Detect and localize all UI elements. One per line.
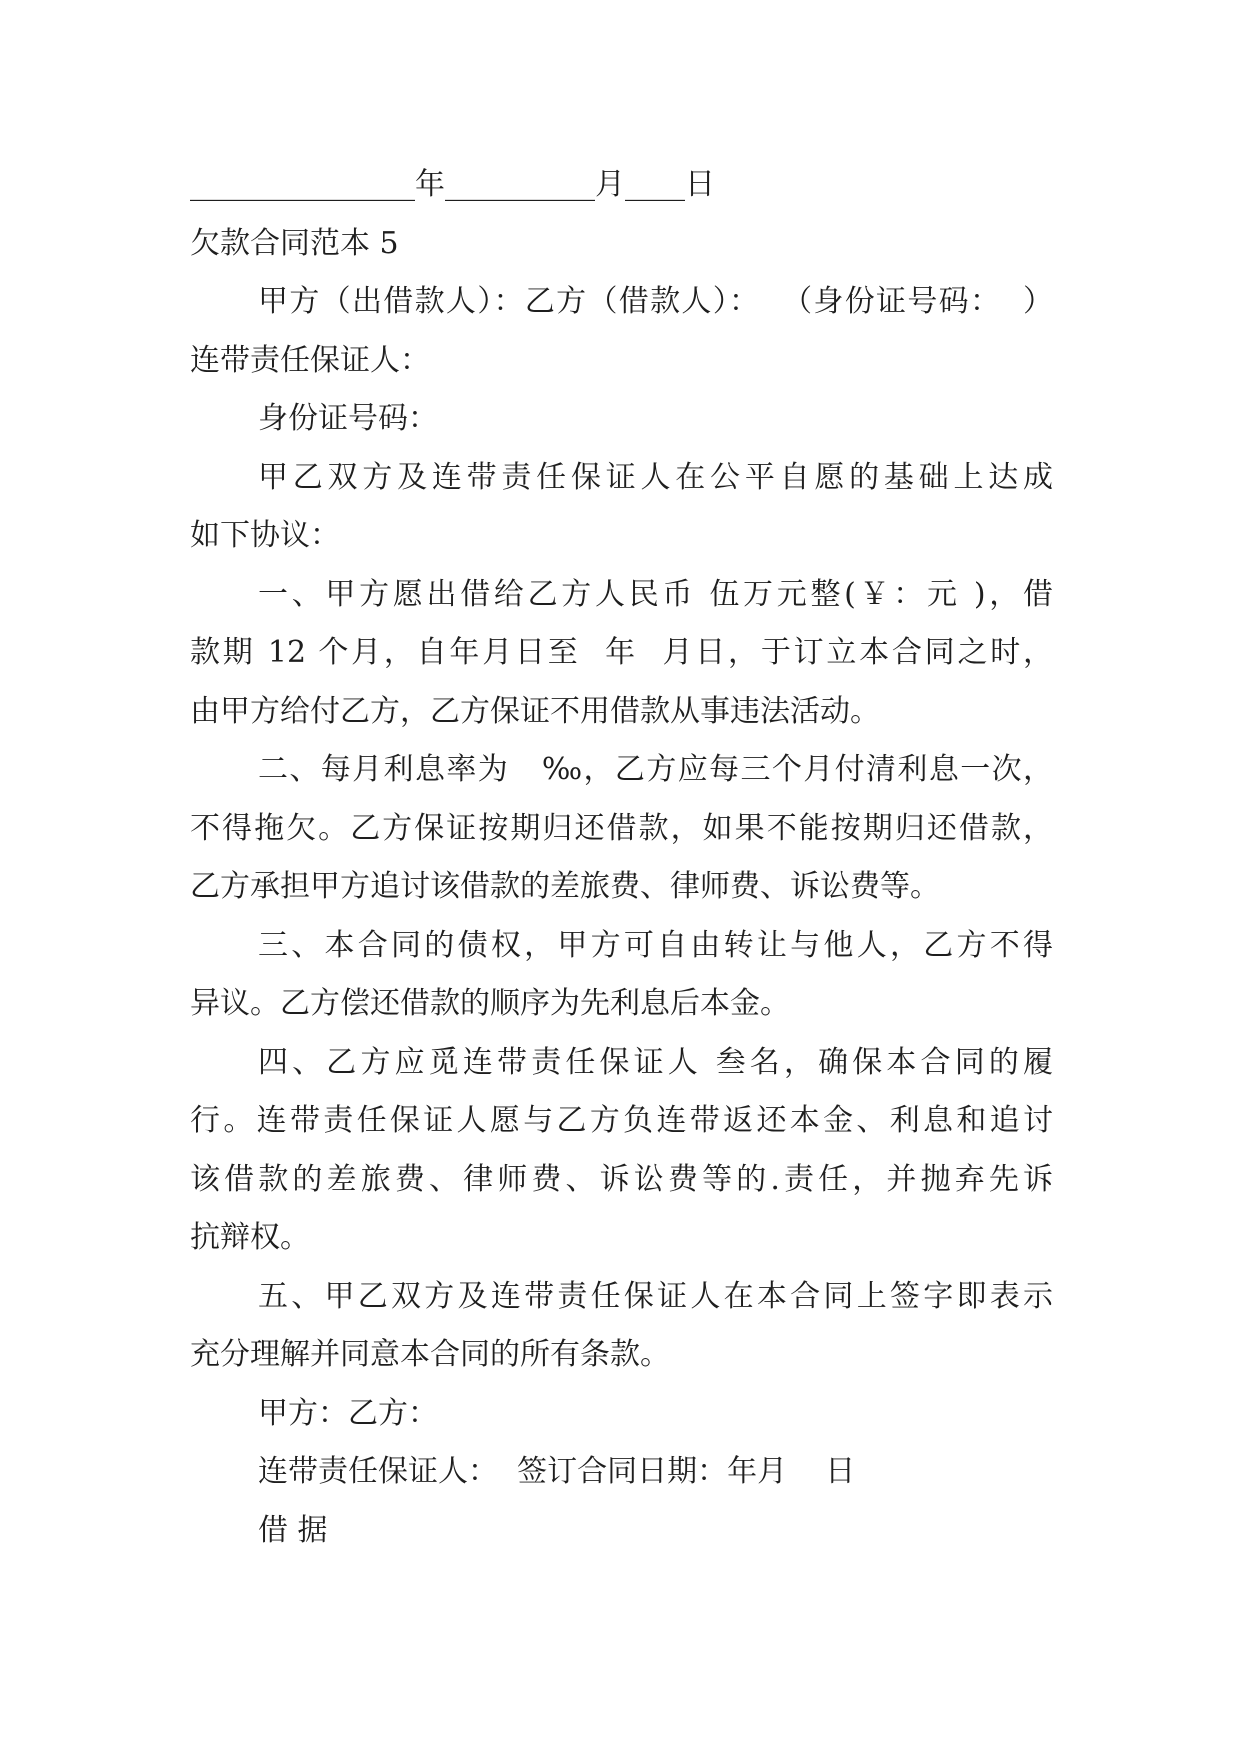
clause-4-line: 四、乙方应觅连带责任保证人 叁名，确保本合同的履	[258, 1044, 1053, 1080]
date-line: _______________年__________月____日	[190, 167, 715, 202]
document-title: 欠款合同范本 5	[190, 225, 399, 261]
clause-1-line: 款期 12 个月，自年月日至 年 月日，于订立本合同之时，	[190, 635, 1053, 670]
clause-4-line: 该借款的差旅费、律师费、诉讼费等的.责任，并抛弃先诉	[190, 1161, 1053, 1197]
preamble-line: 如下协议：	[190, 518, 340, 553]
clause-3-line: 三、本合同的债权，甲方可自由转让与他人，乙方不得	[258, 927, 1053, 963]
clause-4-line: 行。连带责任保证人愿与乙方负连带返还本金、利息和追讨	[190, 1103, 1053, 1138]
guarantor-line: 连带责任保证人：	[190, 342, 430, 378]
clause-1-line: 一、甲方愿出借给乙方人民币 伍万元整(￥：元 )，借	[258, 576, 1053, 612]
clause-5-line: 充分理解并同意本合同的所有条款。	[190, 1337, 670, 1372]
clause-5-line: 五、甲乙双方及连带责任保证人在本合同上签字即表示	[258, 1278, 1053, 1314]
receipt-heading: 借 据	[258, 1512, 328, 1548]
clause-4-line: 抗辩权。	[190, 1220, 310, 1255]
signature-parties-line: 甲方：乙方：	[258, 1395, 438, 1431]
document-page	[190, 156, 1053, 1560]
id-number-line: 身份证号码：	[258, 401, 438, 436]
clause-2-line: 二、每月利息率为 ‰，乙方应每三个月付清利息一次，	[258, 752, 1053, 787]
signature-date-line: 连带责任保证人： 签订合同日期：年月 日	[258, 1454, 856, 1489]
preamble-line: 甲乙双方及连带责任保证人在公平自愿的基础上达成	[258, 459, 1053, 495]
parties-line: 甲方（出借款人）：乙方（借款人）： （身份证号码： ）	[258, 284, 1053, 319]
clause-1-line: 由甲方给付乙方，乙方保证不用借款从事违法活动。	[190, 693, 880, 729]
clause-2-line: 不得拖欠。乙方保证按期归还借款，如果不能按期归还借款，	[190, 810, 1053, 846]
clause-3-line: 异议。乙方偿还借款的顺序为先利息后本金。	[190, 986, 790, 1021]
clause-2-line: 乙方承担甲方追讨该借款的差旅费、律师费、诉讼费等。	[190, 869, 940, 904]
